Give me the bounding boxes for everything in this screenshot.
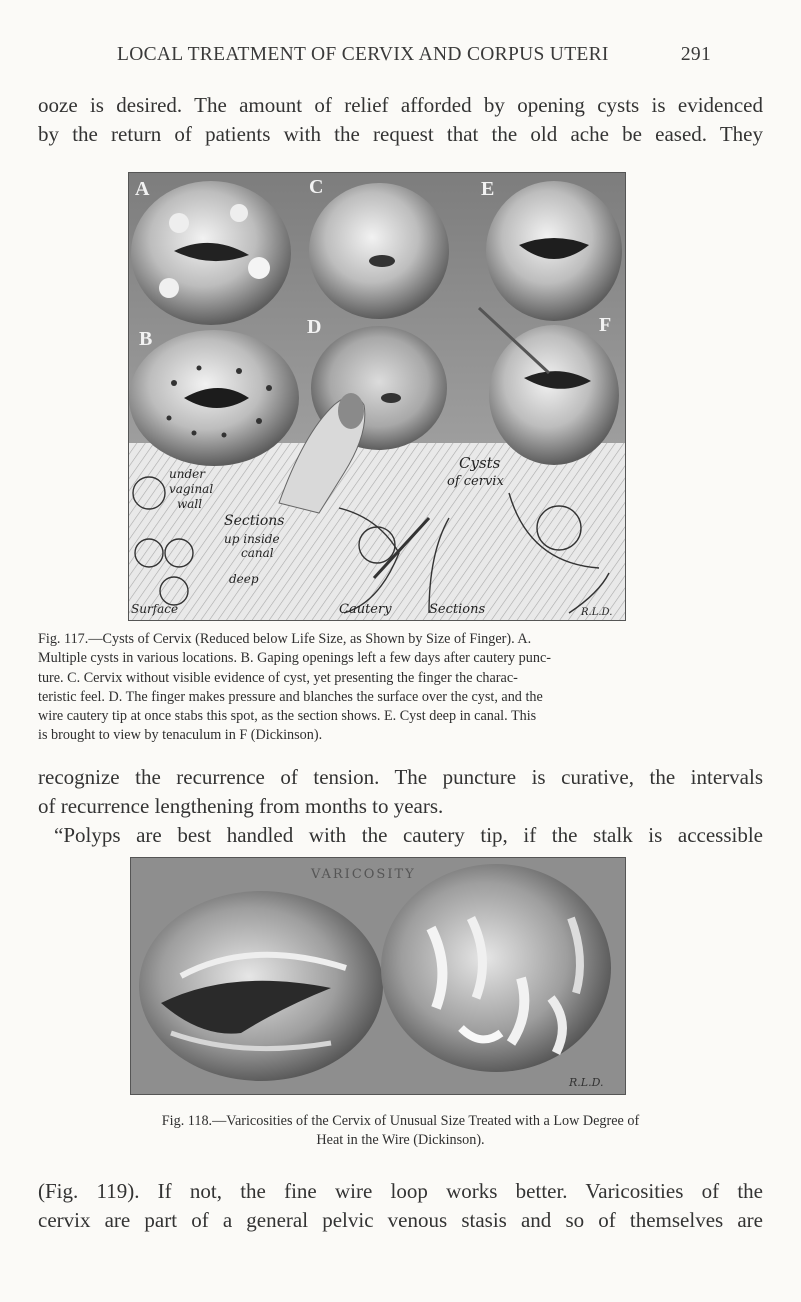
paragraph-2: [38, 763, 763, 850]
note-wall: wall: [177, 497, 203, 511]
note-varicosity: VARICOSITY: [311, 867, 416, 882]
label-c: C: [309, 176, 324, 198]
note-vaginal: vaginal: [169, 482, 214, 496]
note-sections-2: Sections: [429, 602, 486, 617]
running-title: LOCAL TREATMENT OF CERVIX AND CORPUS UTERI: [117, 44, 609, 65]
label-d: D: [307, 316, 322, 338]
page-number: 291: [680, 44, 711, 65]
note-canal: canal: [241, 546, 274, 560]
text-line: cervix are part of a general pelvic venous stasis and so of themselves are: [38, 1208, 763, 1232]
cervix-c: [309, 183, 449, 319]
paragraph-1: [38, 91, 763, 149]
figure-117-caption: [38, 630, 763, 746]
text-line: ooze is desired. The amount of relief afforded by opening cysts is evidenced: [38, 93, 763, 117]
figure-118-caption: [38, 1112, 763, 1151]
caption-line: teristic feel. D. The finger makes pressure and blanches the surface over the cyst, and the: [38, 688, 543, 705]
varicose-cervix-right: [381, 864, 611, 1072]
paragraph-3: [38, 1177, 763, 1235]
varicose-cervix-left: [139, 891, 383, 1081]
text-line: recognize the recurrence of tension. The puncture is curative, the intervals: [38, 765, 763, 789]
note-cysts: Cysts: [459, 454, 501, 472]
note-deep: deep: [229, 572, 259, 586]
caption-line: ture. C. Cervix without visible evidence of cyst, yet presenting the finger the charac-: [38, 669, 518, 686]
caption-line: Fig. 118.—Varicosities of the Cervix of Unusual Size Treated with a Low Degree of: [161, 1113, 640, 1129]
note-surface: Surface: [131, 602, 179, 616]
figure-118-illustration: [130, 857, 626, 1095]
text-line: of recurrence lengthening from months to years.: [38, 794, 444, 818]
caption-line: is brought to view by tenaculum in F (Dickinson).: [38, 727, 323, 744]
cervix-e: [486, 181, 622, 321]
text-line: “Polyps are best handled with the cautery tip, if the stalk is accessible: [54, 823, 763, 847]
caption-line: wire cautery tip at once stabs this spot, as the section shows. E. Cyst deep in canal. This: [38, 708, 537, 725]
text-line: (Fig. 119). If not, the fine wire loop works better. Varicosities of the: [38, 1179, 763, 1203]
cervix-a: [131, 181, 291, 325]
initials: R.L.D.: [569, 1076, 604, 1089]
running-header: [0, 44, 801, 74]
note-sections: Sections: [224, 513, 285, 529]
label-b: B: [139, 328, 153, 350]
caption-line: Heat in the Wire (Dickinson).: [316, 1132, 485, 1149]
label-e: E: [481, 178, 495, 200]
label-f: F: [599, 314, 612, 336]
note-cautery: Cautery: [339, 602, 392, 617]
caption-line: Multiple cysts in various locations. B. Gaping openings left a few days after cautery punc-: [38, 650, 551, 667]
initials: R.L.D.: [581, 607, 613, 618]
caption-line: Fig. 117.—Cysts of Cervix (Reduced below Life Size, as Shown by Size of Finger). A.: [38, 631, 532, 647]
note-of-cervix: of cervix: [447, 474, 504, 489]
figure-117-illustration: [128, 172, 626, 621]
note-under: under: [169, 467, 205, 481]
note-up-inside: up inside: [224, 532, 280, 546]
cervix-b: [129, 330, 299, 466]
text-line: by the return of patients with the request that the old ache be eased. They: [38, 122, 763, 146]
label-a: A: [135, 178, 150, 200]
